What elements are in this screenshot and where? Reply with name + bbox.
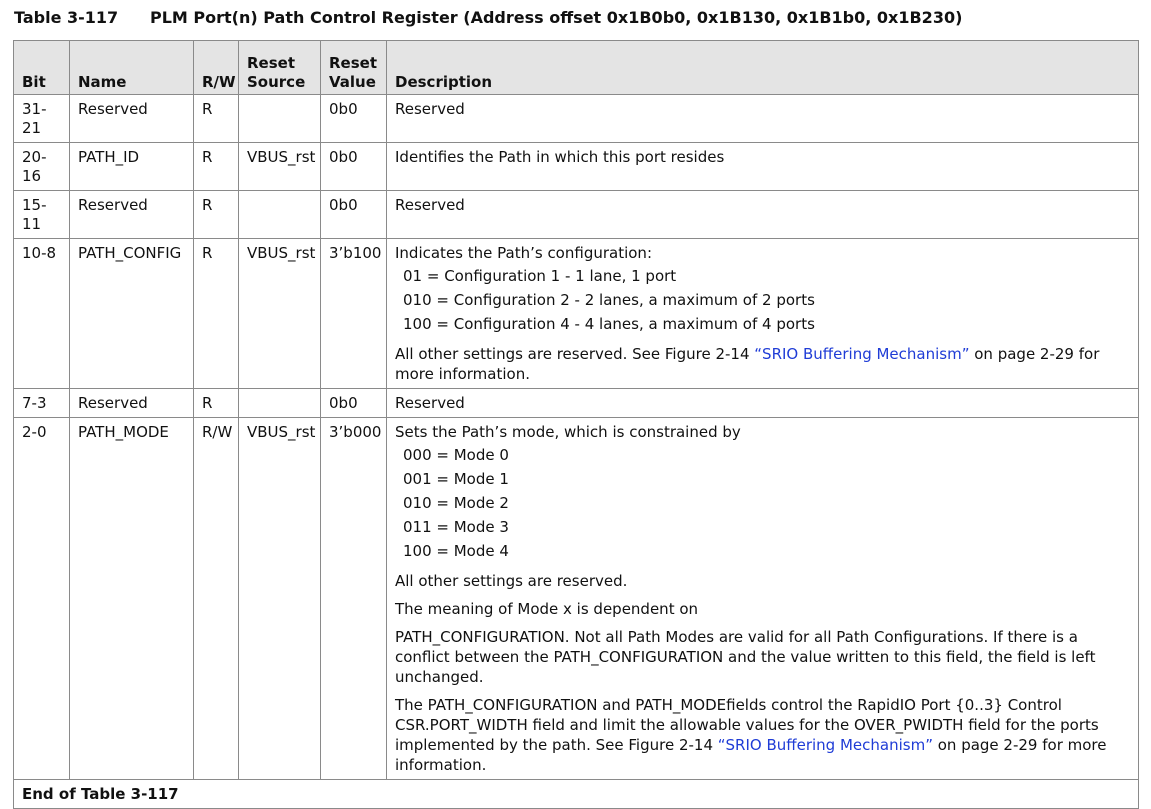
header-reset-source-line2: Source (247, 73, 306, 91)
table-number: Table 3-117 (14, 8, 119, 27)
cell-name: PATH_ID (70, 143, 194, 191)
cell-bit: 10-8 (14, 239, 70, 389)
cell-reset-source (239, 389, 321, 418)
config-option: 100 = Configuration 4 - 4 lanes, a maximum of 4 ports (403, 315, 815, 333)
cell-description: Reserved (387, 389, 1139, 418)
cell-reset-value: 3’b100 (321, 239, 387, 389)
note-text: on page 2-29 for more information. (395, 736, 1107, 774)
cell-reset-source: VBUS_rst (239, 418, 321, 780)
table-row (14, 191, 1139, 239)
header-reset-source (239, 41, 321, 95)
config-option: 010 = Configuration 2 - 2 lanes, a maximum of 2 ports (403, 291, 815, 309)
header-reset-value-line1: Reset (329, 54, 377, 72)
cell-reset-value: 0b0 (321, 143, 387, 191)
description-note (395, 344, 1132, 384)
mode-option: 011 = Mode 3 (403, 518, 509, 536)
cell-reset-value: 0b0 (321, 191, 387, 239)
config-option: 01 = Configuration 1 - 1 lane, 1 port (403, 267, 677, 285)
table-end-label: End of Table 3-117 (14, 780, 1139, 809)
cell-name: PATH_CONFIG (70, 239, 194, 389)
cell-reset-value: 3’b000 (321, 418, 387, 780)
cell-name: Reserved (70, 389, 194, 418)
cell-reset-source: VBUS_rst (239, 143, 321, 191)
header-rw: R/W (194, 41, 239, 95)
cell-reset-value: 0b0 (321, 95, 387, 143)
cell-description (387, 418, 1139, 780)
table-row (14, 239, 1139, 389)
cell-description: Reserved (387, 95, 1139, 143)
cell-description: Reserved (387, 191, 1139, 239)
mode-option: 100 = Mode 4 (403, 542, 509, 560)
description-note (395, 695, 1132, 775)
header-reset-value (321, 41, 387, 95)
table-row (14, 143, 1139, 191)
header-bit: Bit (14, 41, 70, 95)
cell-reset-source (239, 191, 321, 239)
cell-name: Reserved (70, 95, 194, 143)
table-row (14, 389, 1139, 418)
note-text: All other settings are reserved. See Figure 2-14 (395, 345, 755, 363)
cell-bit: 31-21 (14, 95, 70, 143)
mode-option: 000 = Mode 0 (403, 446, 509, 464)
description-note: All other settings are reserved. (395, 572, 628, 590)
table-header-row (14, 41, 1139, 95)
header-reset-value-line2: Value (329, 73, 376, 91)
cell-rw: R (194, 143, 239, 191)
figure-link[interactable]: “SRIO Buffering Mechanism” (754, 345, 970, 363)
table-title: PLM Port(n) Path Control Register (Address offset 0x1B0b0, 0x1B130, 0x1B1b0, 0x1B230) (150, 8, 963, 27)
register-table (13, 40, 1139, 809)
cell-reset-source (239, 95, 321, 143)
table-row (14, 418, 1139, 780)
note-text: The PATH_CONFIGURATION and PATH_MODEfields control the RapidIO Port {0..3} Control CSR.PORT_WIDTH field and limit the allowable values for the OVER_PWIDTH field for the ports implemented by the path. See Figure 2-14 (395, 696, 1099, 754)
cell-bit: 2-0 (14, 418, 70, 780)
cell-rw: R (194, 95, 239, 143)
cell-reset-source: VBUS_rst (239, 239, 321, 389)
figure-link[interactable]: “SRIO Buffering Mechanism” (717, 736, 933, 754)
cell-name: PATH_MODE (70, 418, 194, 780)
cell-rw: R (194, 239, 239, 389)
cell-rw: R (194, 191, 239, 239)
cell-bit: 15-11 (14, 191, 70, 239)
description-note: The meaning of Mode x is dependent on (395, 600, 699, 618)
cell-rw: R (194, 389, 239, 418)
cell-bit: 20-16 (14, 143, 70, 191)
header-reset-source-line1: Reset (247, 54, 295, 72)
cell-rw: R/W (194, 418, 239, 780)
cell-name: Reserved (70, 191, 194, 239)
header-description: Description (387, 41, 1139, 95)
cell-reset-value: 0b0 (321, 389, 387, 418)
mode-option: 010 = Mode 2 (403, 494, 509, 512)
cell-description (387, 239, 1139, 389)
table-caption (14, 8, 962, 27)
note-text: on page 2-29 for more information. (395, 345, 1100, 383)
table-footer-row (14, 780, 1139, 809)
cell-bit: 7-3 (14, 389, 70, 418)
header-name: Name (70, 41, 194, 95)
description-text: Sets the Path’s mode, which is constrained by (395, 423, 741, 441)
description-text: Indicates the Path’s configuration: (395, 244, 652, 262)
cell-description: Identifies the Path in which this port resides (387, 143, 1139, 191)
description-note: PATH_CONFIGURATION. Not all Path Modes are valid for all Path Configurations. If there is a conflict between the PATH_CONFIGURATION and the value written to this field, the field is left unchanged. (395, 628, 1096, 686)
table-row (14, 95, 1139, 143)
mode-option: 001 = Mode 1 (403, 470, 509, 488)
